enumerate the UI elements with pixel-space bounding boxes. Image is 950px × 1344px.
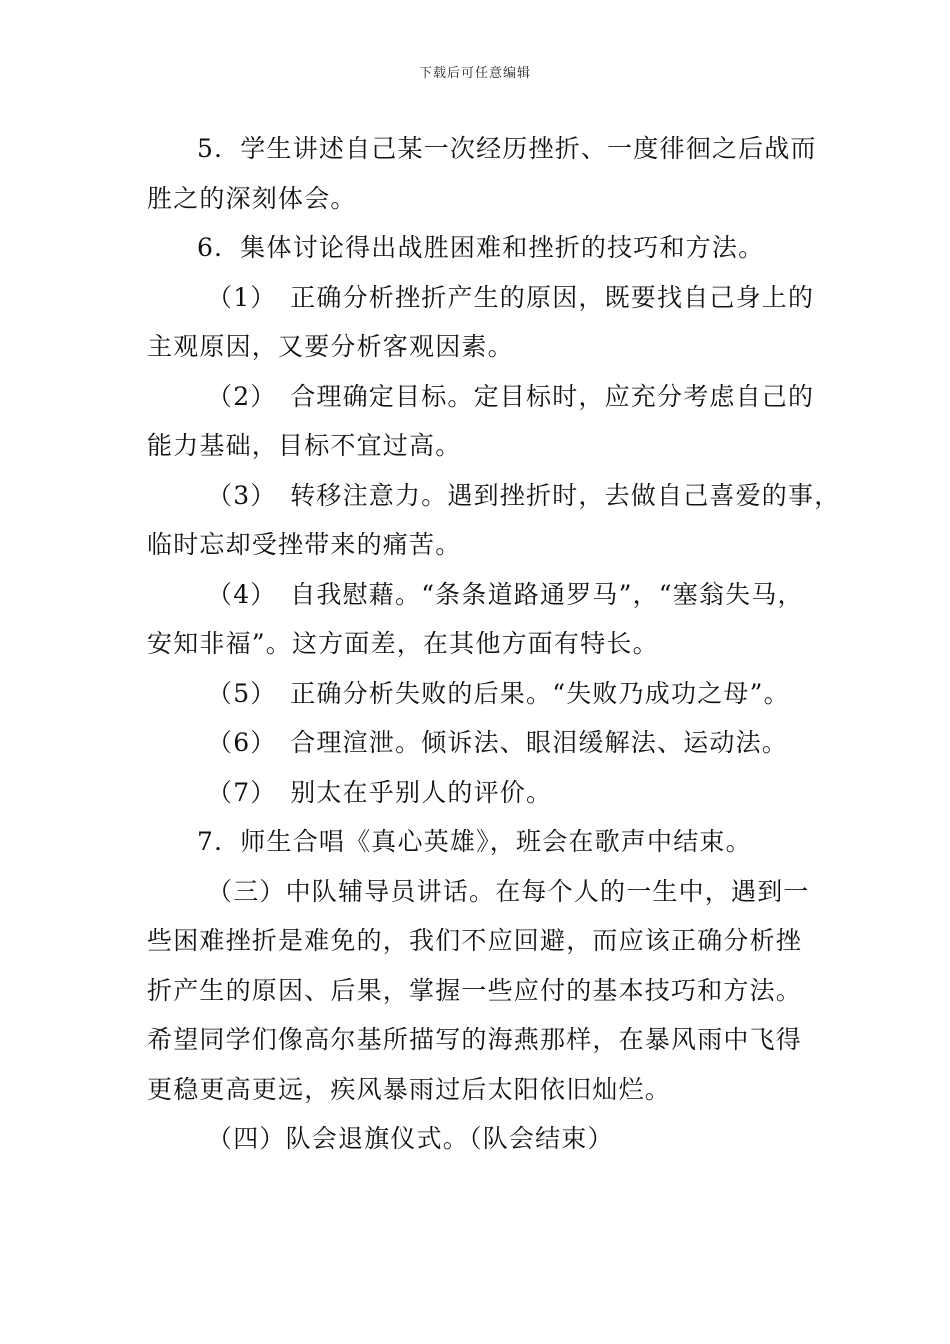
text-line: 胜之的深刻体会。 <box>147 183 357 213</box>
text-line: （5） 正确分析失败的后果。“失败乃成功之母”。 <box>207 678 790 708</box>
text-line: （3） 转移注意力。遇到挫折时，去做自己喜爱的事， <box>207 480 841 510</box>
text-line: （6） 合理渲泄。倾诉法、眼泪缓解法、运动法。 <box>207 728 789 757</box>
text-line: 7．师生合唱《真心英雄》，班会在歌声中结束。 <box>197 827 752 856</box>
text-line: （7） 别太在乎别人的评价。 <box>207 777 553 807</box>
text-line: （四）队会退旗仪式。（队会结束） <box>207 1124 614 1153</box>
text-line: 主观原因，又要分析客观因素。 <box>147 332 514 361</box>
text-line: 些困难挫折是难免的，我们不应回避，而应该正确分析挫 <box>147 926 803 955</box>
text-line: （4） 自我慰藉。“条条道路通罗马”，“塞翁失马， <box>207 579 804 609</box>
text-line: 折产生的原因、后果，掌握一些应付的基本技巧和方法。 <box>147 975 803 1005</box>
document-body <box>147 124 841 1164</box>
text-line: （1） 正确分析挫折产生的原因，既要找自己身上的 <box>207 282 815 312</box>
text-line: （2） 合理确定目标。定目标时，应充分考虑自己的 <box>207 381 815 411</box>
text-line: 6．集体讨论得出战胜困难和挫折的技巧和方法。 <box>197 233 765 262</box>
text-line: 5．学生讲述自己某一次经历挫折、一度徘徊之后战而 <box>197 134 817 163</box>
text-line: 更稳更高更远，疾风暴雨过后太阳依旧灿烂。 <box>147 1074 672 1104</box>
text-line: 能力基础，目标不宜过高。 <box>147 431 462 460</box>
page-header: 下载后可任意编辑 <box>418 66 531 81</box>
text-line: 安知非福”。这方面差，在其他方面有特长。 <box>147 629 659 658</box>
text-line: 希望同学们像高尔基所描写的海燕那样，在暴风雨中飞得 <box>147 1025 803 1054</box>
text-line: （三）中队辅导员讲话。在每个人的一生中，遇到一 <box>207 876 810 906</box>
text-line: 临时忘却受挫带来的痛苦。 <box>147 530 462 559</box>
